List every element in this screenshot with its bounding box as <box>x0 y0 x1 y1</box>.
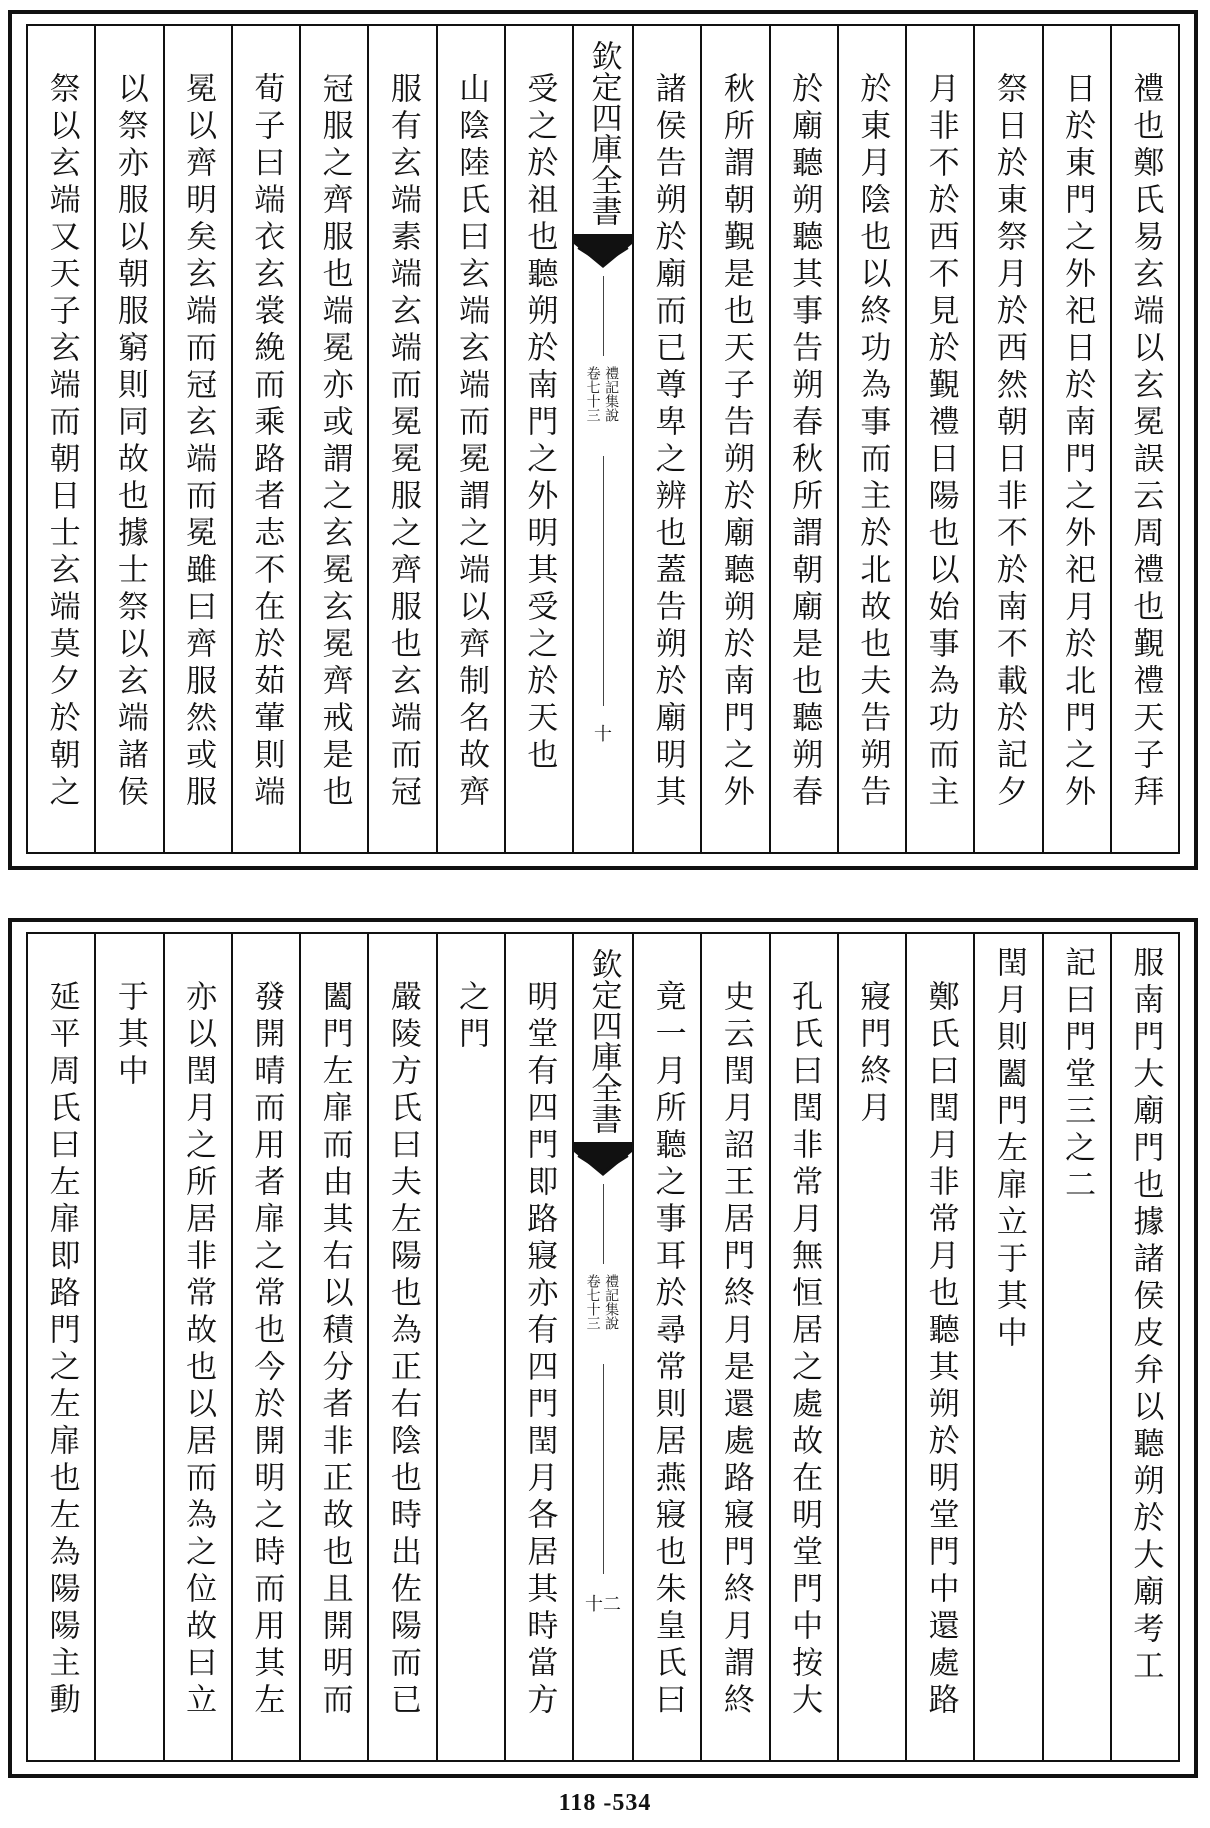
upper-leaf <box>8 10 1198 870</box>
fold-line <box>603 1184 604 1264</box>
text-column: 荀子曰端衣玄裳絻而乘路者志不在於茹葷則端 <box>231 26 299 852</box>
center-fold <box>572 934 632 1760</box>
text-column: 延平周氏曰左扉即路門之左扉也左為陽陽主動 <box>43 980 80 1720</box>
text-column: 孔氏曰閏非常月無恒居之處故在明堂門中按大 <box>769 934 837 1760</box>
text-column: 閏月則闔門左扉立于其中 <box>973 934 1041 1760</box>
fold-line <box>603 456 604 706</box>
text-column: 鄭氏曰閏月非常月也聽其朔於明堂門中還處路 <box>905 934 973 1760</box>
text-column: 寢門終月 <box>837 934 905 1760</box>
fishtail-mark-icon <box>574 234 632 268</box>
text-column: 冠服之齊服也端冕亦或謂之玄冕玄冕齊戒是也 <box>299 26 367 852</box>
volume-label: 卷七十三 <box>584 366 601 422</box>
text-column: 服南門大廟門也據諸侯皮弁以聽朔於大廟考工 <box>1110 934 1178 1760</box>
text-column: 山陰陸氏曰玄端玄端而冕謂之端以齊制名故齊 <box>436 26 504 852</box>
center-fold <box>572 26 632 852</box>
text-column: 月非不於西不見於覲禮日陽也以始事為功而主 <box>905 26 973 852</box>
book-title: 欽定四庫全書 <box>585 40 622 226</box>
text-column: 之門 <box>436 934 504 1760</box>
page-number: 十二 <box>585 1594 621 1615</box>
text-column: 史云閏月詔王居門終月是還處路寢門終月謂終 <box>700 934 768 1760</box>
text-column: 日於東門之外祀日於南門之外祀月於北門之外 <box>1042 26 1110 852</box>
text-column: 服有玄端素端玄端而冕冕服之齊服也玄端而冠 <box>367 26 435 852</box>
work-title: 禮記集說 <box>603 366 620 422</box>
book-title: 欽定四庫全書 <box>585 948 622 1134</box>
text-column: 亦以閏月之所居非常故也以居而為之位故曰立 <box>163 934 231 1760</box>
work-title: 禮記集說 <box>603 1274 620 1330</box>
text-column: 冕以齊明矣玄端而冠玄端而冕雖曰齊服然或服 <box>163 26 231 852</box>
text-column: 於東月陰也以終功為事而主於北故也夫告朔告 <box>837 26 905 852</box>
text-column: 闔門左扉而由其右以積分者非正故也且開明而 <box>299 934 367 1760</box>
text-column: 明堂有四門即路寢亦有四門閏月各居其時當方 <box>504 934 572 1760</box>
text-column: 於廟聽朔聽其事告朔春秋所謂朝廟是也聽朔春 <box>769 26 837 852</box>
reel-page-number: 118 -534 <box>558 1790 652 1816</box>
text-column: 竟一月所聽之事耳於尋常則居燕寢也朱皇氏曰 <box>632 934 700 1760</box>
lower-text-frame <box>26 932 1180 1762</box>
text-column: 嚴陵方氏曰夫左陽也為正右陰也時出佐陽而已 <box>367 934 435 1760</box>
text-column: 以祭亦服以朝服窮則同故也據士祭以玄端諸侯 <box>94 26 162 852</box>
text-column: 受之於祖也聽朔於南門之外明其受之於天也 <box>504 26 572 852</box>
text-column: 發開晴而用者扉之常也今於開明之時而用其左 <box>231 934 299 1760</box>
page-number: 十 <box>594 724 612 745</box>
fishtail-mark-icon <box>574 1142 632 1176</box>
text-column: 祭日於東祭月於西然朝日非不於南不載於記夕 <box>973 26 1041 852</box>
text-column: 記曰門堂三之二 <box>1042 934 1110 1760</box>
fold-line <box>603 276 604 356</box>
volume-label: 卷七十三 <box>584 1274 601 1330</box>
text-column: 禮也鄭氏易玄端以玄冕誤云周禮也覲禮天子拜 <box>1110 26 1178 852</box>
fold-line <box>603 1364 604 1574</box>
text-column: 秋所謂朝覲是也天子告朔於廟聽朔於南門之外 <box>700 26 768 852</box>
text-column: 諸侯告朔於廟而已尊卑之辨也蓋告朔於廟明其 <box>632 26 700 852</box>
text-column: 于其中 <box>94 934 162 1760</box>
lower-leaf <box>8 918 1198 1778</box>
upper-text-frame <box>26 24 1180 854</box>
text-column: 祭以玄端又天子玄端而朝日士玄端莫夕於朝之 <box>43 72 80 812</box>
